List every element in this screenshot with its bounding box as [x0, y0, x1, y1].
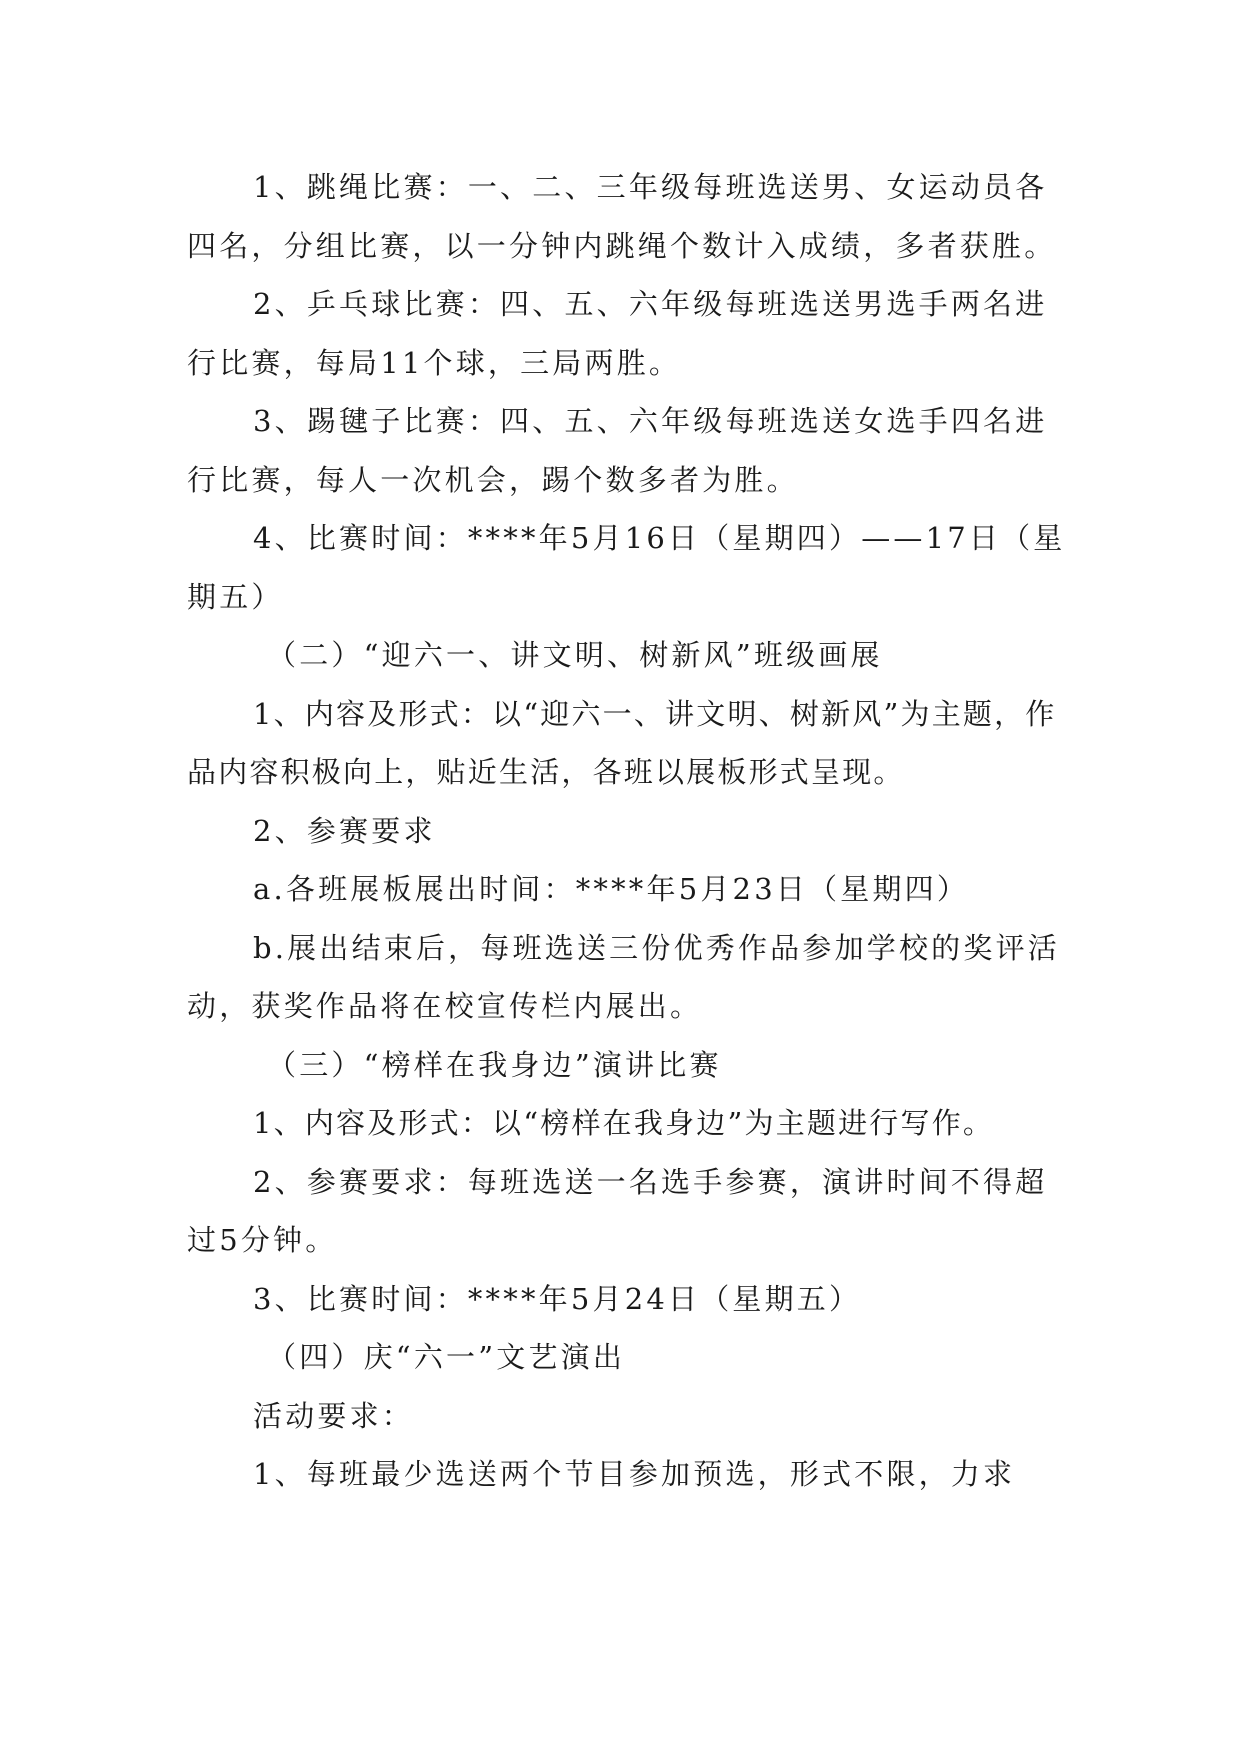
section-heading-speech-contest: （三）“榜样在我身边”演讲比赛: [267, 1047, 722, 1082]
paragraph-activity-requirements: 活动要求：: [253, 1398, 415, 1433]
section-heading-art-exhibition: （二）“迎六一、讲文明、树新风”班级画展: [267, 638, 883, 672]
document-body: [187, 158, 1077, 1504]
paragraph-competition-time: 4、比赛时间：****年5月16日（星期四）——17日（星期五）: [187, 521, 1066, 614]
paragraph-exhibition-requirements: 2、参赛要求: [253, 813, 436, 848]
paragraph-rope-skipping: 1、跳绳比赛：一、二、三年级每班选送男、女运动员各四名，分组比赛，以一分钟内跳绳个数计入成绩，多者获胜。: [187, 170, 1057, 263]
paragraph-exhibition-award: b.展出结束后，每班选送三份优秀作品参加学校的奖评活动，获奖作品将在校宣传栏内展出。: [187, 930, 1060, 1023]
paragraph-speech-time: 3、比赛时间：****年5月24日（星期五）: [253, 1281, 862, 1316]
section-heading-performance: （四）庆“六一”文艺演出: [267, 1340, 626, 1374]
paragraph-speech-content: 1、内容及形式：以“榜样在我身边”为主题进行写作。: [253, 1106, 995, 1140]
paragraph-speech-requirements: 2、参赛要求：每班选送一名选手参赛，演讲时间不得超过5分钟。: [187, 1164, 1048, 1257]
paragraph-table-tennis: 2、乒乓球比赛：四、五、六年级每班选送男选手两名进行比赛，每局11个球，三局两胜。: [187, 287, 1048, 380]
paragraph-exhibition-time: a.各班展板展出时间：****年5月23日（星期四）: [253, 872, 970, 906]
paragraph-shuttlecock: 3、踢毽子比赛：四、五、六年级每班选送女选手四名进行比赛，每人一次机会，踢个数多者为胜。: [187, 404, 1048, 497]
paragraph-program-selection: 1、每班最少选送两个节目参加预选，形式不限，力求: [253, 1457, 1016, 1491]
paragraph-exhibition-content: 1、内容及形式：以“迎六一、讲文明、树新风”为主题，作品内容积极向上，贴近生活，各班以展板形式呈现。: [187, 696, 1057, 789]
